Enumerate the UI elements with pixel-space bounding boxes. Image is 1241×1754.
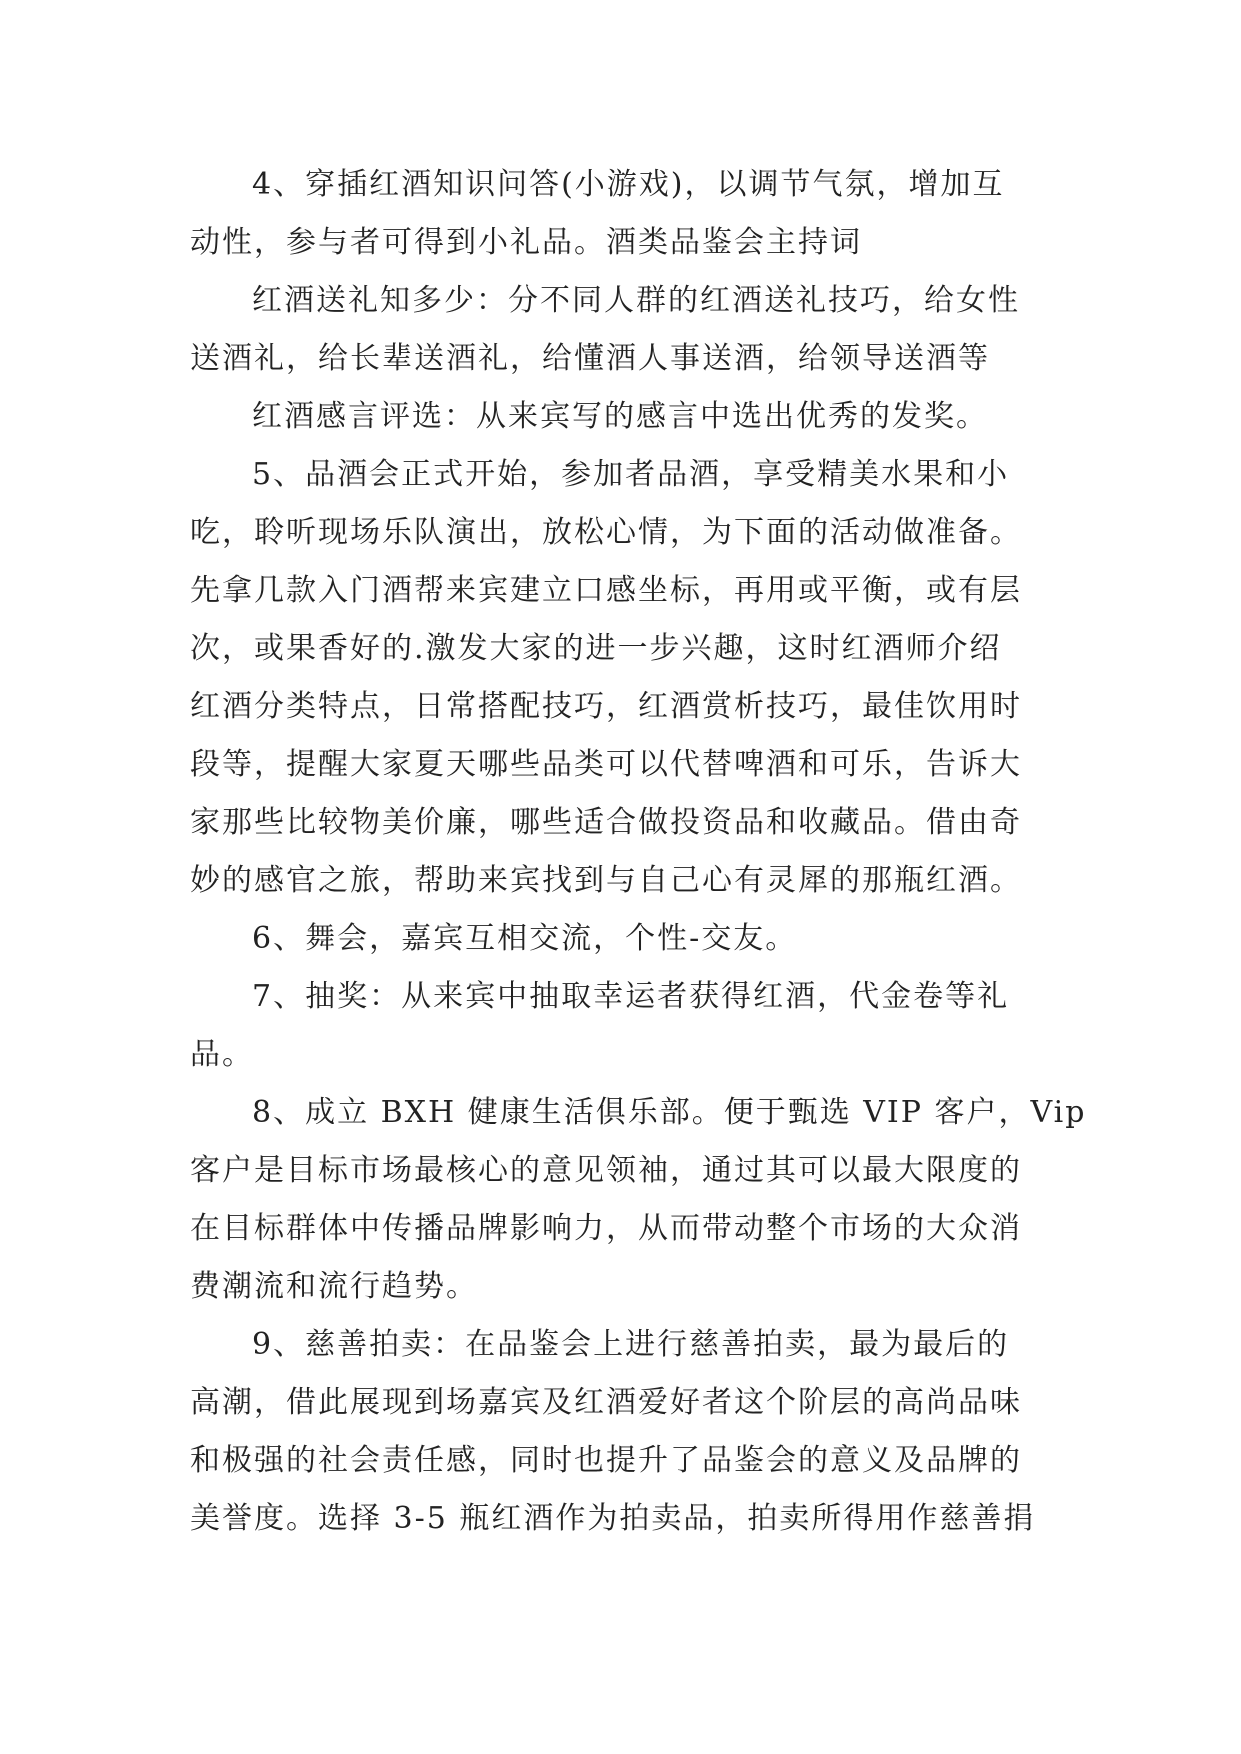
paragraph-item-5-tasting: [190, 446, 1070, 910]
document-body: [190, 156, 1087, 1548]
paragraph-gift-tips: [190, 272, 1070, 388]
paragraph-line: 9、慈善拍卖：在品鉴会上进行慈善拍卖，最为最后的: [252, 1327, 1010, 1362]
paragraph-line: 7、抽奖：从来宾中抽取幸运者获得红酒，代金卷等礼: [252, 979, 1010, 1014]
paragraph-line: 吃，聆听现场乐队演出，放松心情，为下面的活动做准备。: [190, 515, 1022, 550]
paragraph-line: 红酒分类特点，日常搭配技巧，红酒赏析技巧，最佳饮用时: [190, 689, 1022, 724]
paragraph-line: 段等，提醒大家夏天哪些品类可以代替啤酒和可乐，告诉大: [190, 747, 1022, 782]
paragraph-item-4-quiz: [190, 156, 1070, 272]
paragraph-line: 送酒礼，给长辈送酒礼，给懂酒人事送酒，给领导送酒等: [190, 341, 990, 376]
paragraph-line: 4、穿插红酒知识问答(小游戏)，以调节气氛，增加互: [252, 167, 1005, 202]
paragraph-item-6-dance: [190, 910, 1070, 968]
paragraph-line: 8、成立 BXH 健康生活俱乐部。便于甄选 VIP 客户，Vip: [252, 1095, 1087, 1130]
paragraph-line: 红酒感言评选：从来宾写的感言中选出优秀的发奖。: [252, 399, 988, 434]
paragraph-line: 在目标群体中传播品牌影响力，从而带动整个市场的大众消: [190, 1211, 1022, 1246]
paragraph-item-7-lottery: [190, 968, 1070, 1084]
paragraph-line: 红酒送礼知多少：分不同人群的红酒送礼技巧，给女性: [252, 283, 1020, 318]
paragraph-line: 6、舞会，嘉宾互相交流，个性-交友。: [252, 921, 798, 956]
paragraph-line: 妙的感官之旅，帮助来宾找到与自己心有灵犀的那瓶红酒。: [190, 863, 1022, 898]
paragraph-item-9-charity-auction: [190, 1316, 1070, 1548]
paragraph-line: 5、品酒会正式开始，参加者品酒，享受精美水果和小: [252, 457, 1010, 492]
paragraph-line: 和极强的社会责任感，同时也提升了品鉴会的意义及品牌的: [190, 1443, 1022, 1478]
paragraph-line: 次，或果香好的.激发大家的进一步兴趣，这时红酒师介绍: [190, 631, 1002, 666]
paragraph-testimonial-selection: [190, 388, 1070, 446]
paragraph-line: 先拿几款入门酒帮来宾建立口感坐标，再用或平衡，或有层: [190, 573, 1022, 608]
paragraph-line: 费潮流和流行趋势。: [190, 1269, 478, 1304]
paragraph-item-8-club: [190, 1084, 1087, 1316]
paragraph-line: 品。: [190, 1037, 254, 1072]
paragraph-line: 美誉度。选择 3-5 瓶红酒作为拍卖品，拍卖所得用作慈善捐: [190, 1501, 1036, 1536]
paragraph-line: 客户是目标市场最核心的意见领袖，通过其可以最大限度的: [190, 1153, 1022, 1188]
paragraph-line: 高潮，借此展现到场嘉宾及红酒爱好者这个阶层的高尚品味: [190, 1385, 1022, 1420]
paragraph-line: 动性，参与者可得到小礼品。酒类品鉴会主持词: [190, 225, 862, 260]
paragraph-line: 家那些比较物美价廉，哪些适合做投资品和收藏品。借由奇: [190, 805, 1022, 840]
